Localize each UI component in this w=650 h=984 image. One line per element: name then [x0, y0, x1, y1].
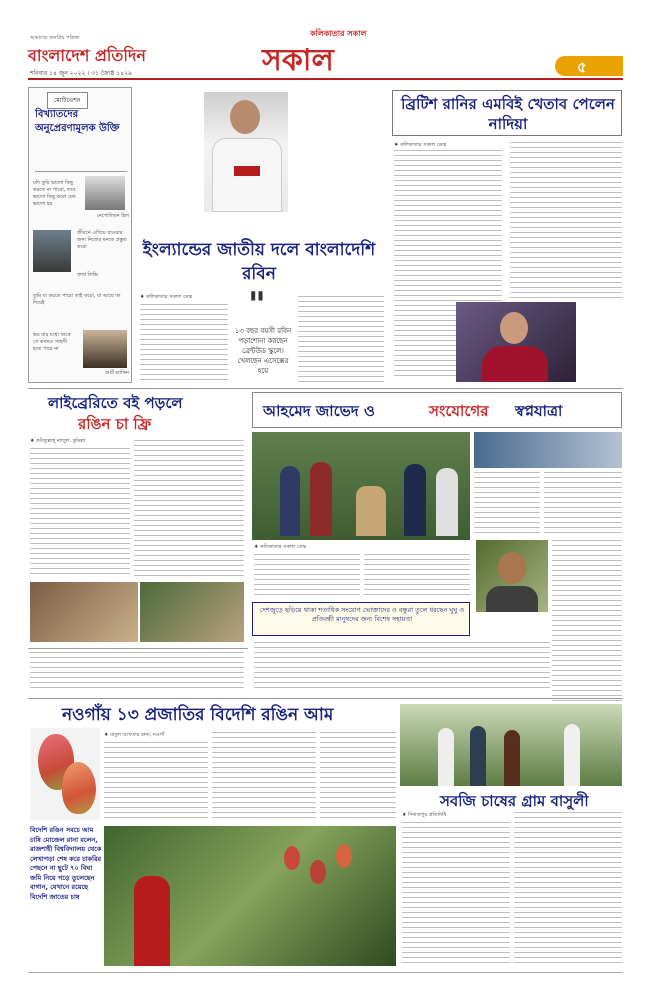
veg-person-3: [504, 730, 520, 786]
ahmed-byline: ♦ কলিকাতার সকাল ডেস্ক: [254, 544, 307, 550]
library-body-col2: [134, 440, 244, 578]
section-logo-small: কলিকাতার সকাল: [310, 29, 367, 38]
ahmed-face: [498, 552, 526, 584]
ahmed-body-col3: [474, 472, 540, 534]
ahmed-headline: [252, 392, 622, 428]
ahmed-caption-box: [252, 602, 470, 636]
mango-photo-tree: [104, 826, 396, 966]
section-rule-2: [28, 648, 248, 649]
robin-byline: ♦ কলিকাতার সকাল ডেস্ক: [140, 294, 193, 300]
mango-pullquote: বিদেশি রঙিন সবচে আম চাষি মোজেল রানা বলেন, রাজশাহী বিশ্ববিদ্যালয় থেকে লেখাপড়া শেষ করে চাকরির পেছনে না ছুটে ৭০ বিঘা জমি নিয়ে গড়ে তুলেছেন বাগান, যেখানে রয়েছে বিদেশি জাতের চাষ: [30, 826, 102, 901]
section-rule-3: [28, 698, 623, 699]
robin-body-col1: [140, 304, 228, 382]
quote-3: [33, 293, 129, 327]
library-headline-1: লাইব্রেরিতে বই পড়লে: [48, 394, 183, 412]
section-rule-1: [28, 388, 623, 389]
library-body-col3: [30, 652, 244, 692]
nadia-photo: [456, 302, 576, 382]
library-photo-1: [30, 582, 138, 642]
mango-hanging-1: [284, 846, 300, 870]
quote-4-portrait: [83, 330, 127, 368]
section-logo: সকাল: [262, 43, 334, 78]
quote-1-text: যদি তুমি ভালো কিছু করতে না পারো, তবে ভালো কিছু করো যেন ভালো হয়: [33, 180, 76, 207]
quote-sidebar: [28, 87, 132, 383]
robin-headline: ইংল্যান্ডের জাতীয় দলে বাংলাদেশি রবিন: [142, 240, 376, 284]
quote-1-portrait: [85, 176, 125, 210]
robin-jersey-logo: [234, 166, 260, 176]
mango-hanging-3: [336, 844, 352, 868]
nadia-headline-box: [392, 90, 622, 136]
ahmed-person-3: [356, 486, 386, 536]
ahmed-body-col5: [552, 540, 622, 720]
robin-photo: [204, 92, 288, 212]
mango-fruit-2: [62, 762, 96, 814]
quote-mark-icon: ": [248, 285, 266, 325]
nadia-body-col2: [510, 142, 622, 300]
mango-body-col3: [320, 732, 396, 822]
robin-pullquote: ১৩ বছর বয়সী রবিন পড়াশোনা করছেন ব্রেন্টউড স্কুলে। খেলছেন এসেক্সের হয়ে: [234, 327, 292, 375]
nadia-dress: [482, 346, 548, 382]
masthead: [0, 0, 650, 80]
brand-logo: বাংলাদেশ প্রতিদিন: [28, 46, 146, 65]
library-body-col1: [30, 448, 130, 578]
page-number-badge: [555, 56, 623, 76]
quote-2-author: জর্জ লিভি: [77, 272, 98, 278]
veg-person-4: [564, 724, 580, 786]
quote-1: [33, 176, 129, 226]
library-byline: ♦ কবিতুল্লাহ্‌ নাজুল, কুমিল্লা: [30, 438, 86, 444]
ahmed-headline-3: স্বপ্নযাত্রা: [515, 402, 563, 420]
mango-body-col1: [104, 742, 208, 822]
masthead-rule: [28, 78, 623, 80]
ahmed-photo-team: [474, 432, 622, 468]
ahmed-person-1: [280, 466, 300, 536]
quote-4: [33, 330, 129, 380]
library-photo-2: [140, 582, 244, 642]
ahmed-person-5: [436, 468, 458, 536]
nadia-byline: ♦ কলিকাতার সকাল ডেস্ক: [394, 142, 447, 148]
veg-person-1: [438, 728, 454, 786]
masthead-date: শনিবার ১৪ জুন ২০২২ । ৩১ জ্যৈষ্ঠ ১৪২৯: [30, 70, 132, 77]
ahmed-body-col2: [364, 554, 470, 598]
vegetable-headline: সবজি চাষের গ্রাম বাসুলী: [440, 792, 589, 810]
footer-rule: [28, 972, 623, 973]
ahmed-person-2: [310, 462, 332, 536]
vegetable-body-col1: [402, 822, 510, 966]
library-headline-2: রঙিন চা ফ্রি: [78, 415, 152, 433]
nadia-face: [500, 312, 528, 344]
ahmed-body-col1: [254, 554, 360, 598]
ahmed-portrait: [476, 540, 548, 612]
masthead-tagline: আমাদের জনপ্রিয় পত্রিকা: [30, 35, 80, 41]
quote-4-text: ভয় যার মধ্যে থাকে সে কখনও সাহসী হতে পারে না: [33, 332, 71, 352]
quote-2-portrait: [33, 230, 71, 272]
mango-hanging-2: [310, 860, 326, 884]
ahmed-headline-1: আহমেদ জাভেদ ও: [263, 402, 375, 420]
ahmed-body-col6: [254, 642, 550, 692]
ahmed-person-4: [404, 464, 426, 536]
sidebar-kicker: মোটিভেশন: [47, 92, 88, 109]
quote-1-author: নেপোলিয়ন হিল: [96, 213, 129, 219]
quote-2: [33, 230, 129, 282]
ahmed-headline-2: সংযোগের: [429, 402, 489, 420]
quote-4-author: আর্ট ম্যাকিন: [105, 370, 129, 376]
quote-2-text: জীবনে এগিয়ে যাওয়ার জন্য নিজের মনকে প্রস্তুত করো: [77, 230, 127, 250]
mango-photo-fruit: [30, 728, 100, 820]
veg-person-2: [470, 726, 486, 786]
mango-headline: নওগাঁয় ১৩ প্রজাতির বিদেশি রঙিন আম: [62, 705, 334, 725]
ahmed-caption: দেশজুড়ে ছড়িয়ে থাকা শতাধিক সংযোগ ভোক্তাদের ও বন্ধুরা তুলে ধরছেন ঘুঘু ও প্রতিবন্ধী মানুষদের জন্য বিশেষ সহায়তা: [259, 606, 465, 623]
vegetable-body-col2: [514, 812, 622, 966]
vegetable-byline: ♦ দিনাজপুর প্রতিনিধি: [402, 812, 447, 818]
sidebar-divider: [35, 171, 127, 172]
page-number: ৫: [577, 58, 587, 76]
mango-body-col2: [212, 732, 316, 822]
robin-body-col3: [298, 296, 384, 382]
quote-3-text: তুমি যা করতে পারো তাই করো, যা আছে তা দিয়েই: [33, 293, 121, 306]
robin-head: [230, 100, 260, 134]
ahmed-shirt: [486, 586, 538, 612]
vegetable-photo: [400, 704, 622, 786]
ahmed-photo-group: [252, 432, 470, 540]
mango-farmer: [134, 876, 170, 966]
sidebar-title: বিখ্যাতদের অনুপ্রেরণামূলক উক্তি: [35, 109, 120, 134]
mango-byline: ♦ বাবুল আখতার রানা, নওগাঁ: [104, 732, 165, 738]
ahmed-body-col4: [544, 472, 622, 534]
nadia-headline: ব্রিটিশ রানির এমবিই খেতাব পেলেন নাদিয়া: [401, 95, 615, 133]
